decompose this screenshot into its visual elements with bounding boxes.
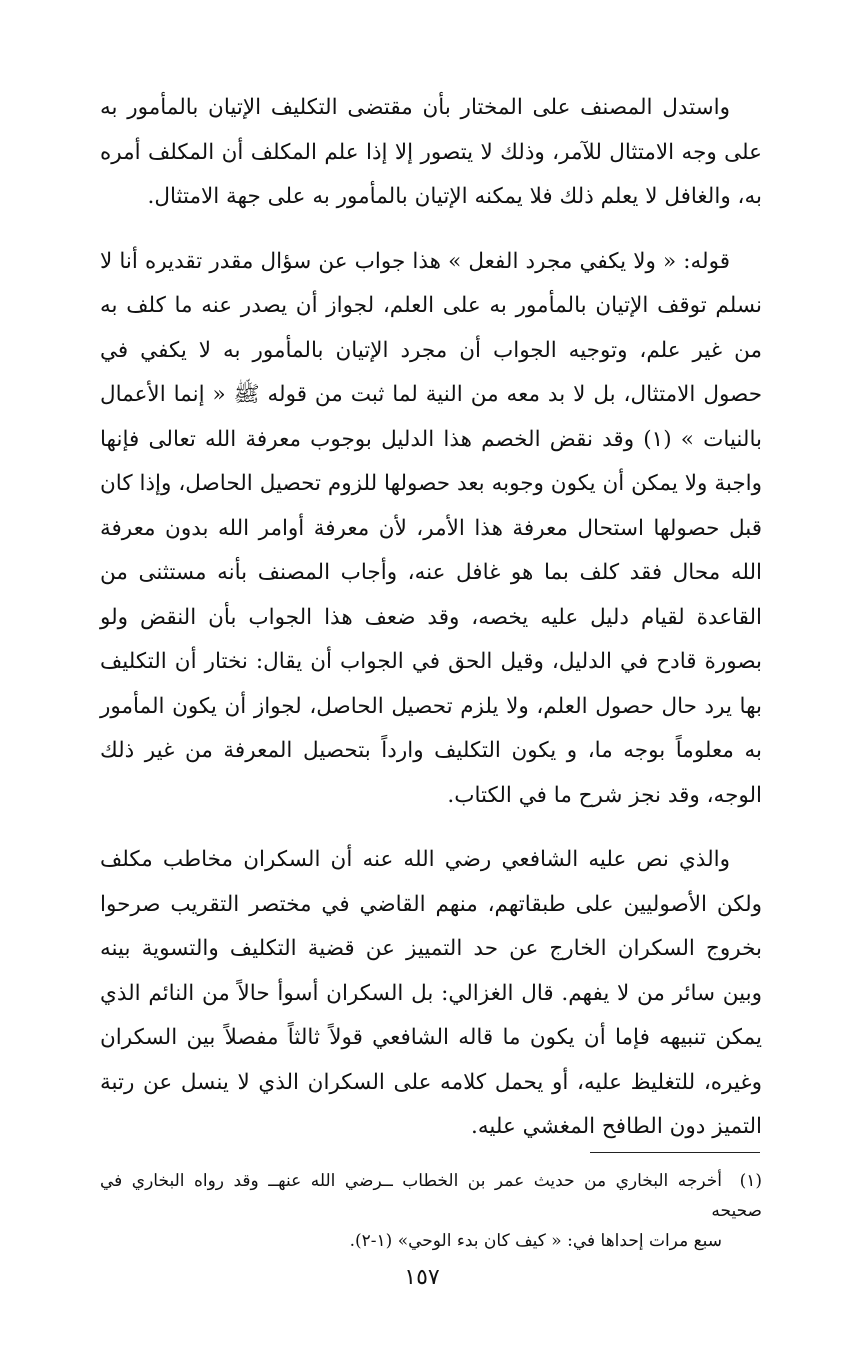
footnote-marker: (١)	[739, 1171, 762, 1191]
footnote	[100, 1166, 762, 1256]
footnote-line-2: سبع مرات إحداها في: « كيف كان بدء الوحي» (١-٢).	[349, 1231, 722, 1251]
paragraph-evidence: واستدل المصنف على المختار بأن مقتضى التكليف الإتيان بالمأمور به على وجه الامتثال للآمر، وذلك لا يتصور إلا إذا علم المكلف أن المكلف أمره به، والغافل لا يعلم ذلك فلا يمكنه الإتيان بالمأمور به على جهة الامتثال.	[100, 95, 762, 209]
paragraph-commentary: قوله: « ولا يكفي مجرد الفعل » هذا جواب عن سؤال مقدر تقديره أنا لا نسلم توقف الإتيان بالمأمور به على العلم، لجواز أن يصدر عنه ما كلف به من غير علم، وتوجيه الجواب أن مجرد الإتيان بالمأمور به لا يكفي في حصول الامتثال، بل لا بد معه من النية لما ثبت من قوله ﷺ « إنما الأعمال بالنيات » (١) وقد نقض الخصم هذا الدليل بوجوب معرفة الله تعالى فإنها واجبة ولا يمكن أن يكون وجوبه بعد حصولها للزوم تحصيل الحاصل، وإذا كان قبل حصولها استحال معرفة هذا الأمر، لأن معرفة أوامر الله بدون معرفة الله محال فقد كلف بما هو غافل عنه، وأجاب المصنف بأنه مستثنى من القاعدة لقيام دليل عليه يخصه، وقد ضعف هذا الجواب بأن النقض ولو بصورة قادح في الدليل، وقيل الحق في الجواب أن يقال: نختار أن التكليف بها يرد حال حصول العلم، ولا يلزم تحصيل الحاصل، لجواز أن يكون المأمور به معلوماً بوجه ما، و يكون التكليف وارداً بتحصيل المعرفة من غير ذلك الوجه، وقد نجز شرح ما في الكتاب.	[100, 248, 762, 808]
footnote-line-1	[100, 1166, 762, 1226]
footnote-separator	[590, 1152, 760, 1153]
paragraph-intoxicated: والذي نص عليه الشافعي رضي الله عنه أن السكران مخاطب مكلف ولكن الأصوليين على طبقاتهم، منهم القاضي في مختصر التقريب صرحوا بخروج السكران الخارج عن حد التمييز عن قضية التكليف والتسوية بينه وبين سائر من لا يفهم. قال الغزالي: بل السكران أسوأ حالاً من النائم الذي يمكن تنبيهه فإما أن يكون ما قاله الشافعي قولاً ثالثاً مفصلاً بين السكران وغيره، للتغليظ عليه، أو يحمل كلامه على السكران الذي لا ينسل عن رتبة التميز دون الطافح المغشي عليه.	[100, 847, 762, 1139]
page-body	[100, 86, 762, 1150]
page-number: ١٥٧	[404, 1265, 440, 1290]
footnote-text-1: أخرجه البخاري من حديث عمر بن الخطاب ــرضي الله عنهــ وقد رواه البخاري في صحيحه	[100, 1171, 762, 1221]
